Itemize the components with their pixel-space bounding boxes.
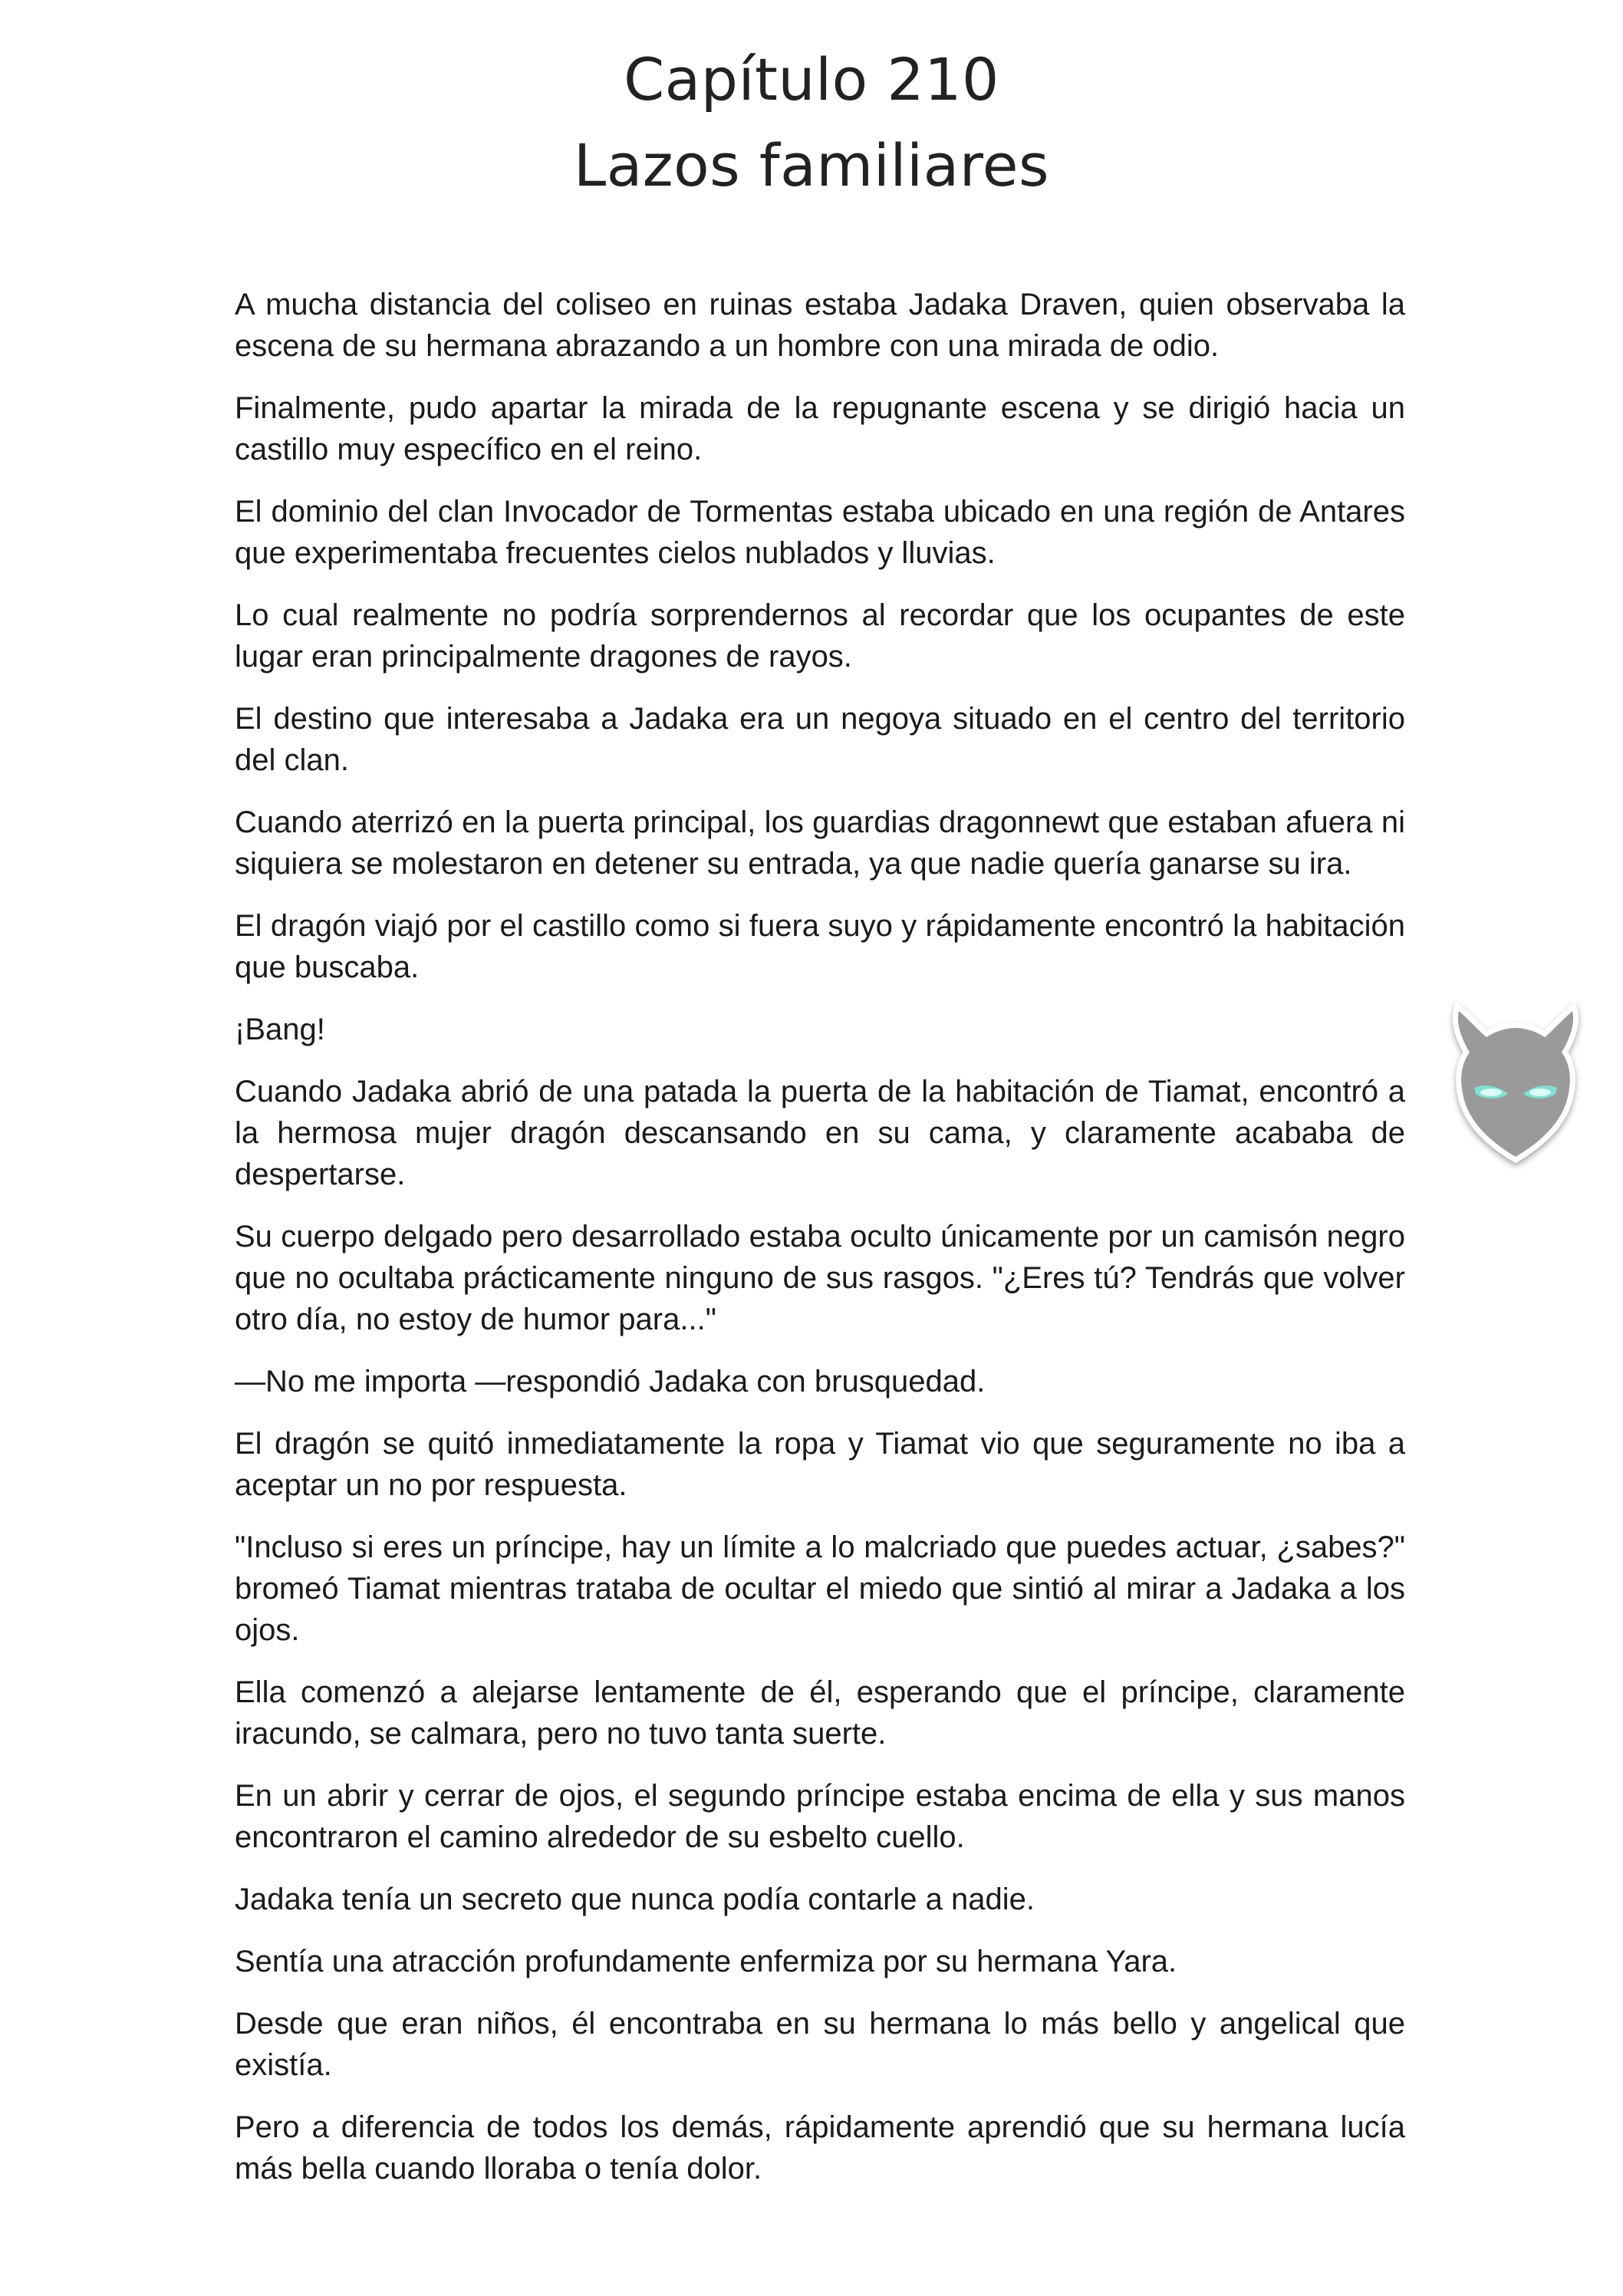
paragraph: Ella comenzó a alejarse lentamente de él, esperando que el príncipe, claramente iracundo, se calmara, pero no tuvo tanta suerte. [235,1675,1405,1751]
paragraph: Desde que eran niños, él encontraba en su hermana lo más bello y angelical que existía. [235,2007,1405,2082]
paragraph: Pero a diferencia de todos los demás, rápidamente aprendió que su hermana lucía más bella cuando lloraba o tenía dolor. [235,2110,1405,2186]
paragraph: A mucha distancia del coliseo en ruinas estaba Jadaka Draven, quien observaba la escena de su hermana abrazando a un hombre con una mirada de odio. [235,288,1405,363]
paragraph: En un abrir y cerrar de ojos, el segundo príncipe estaba encima de ella y sus manos encontraron el camino alrededor de su esbelto cuello. [235,1779,1405,1854]
paragraph: Cuando aterrizó en la puerta principal, los guardias dragonnewt que estaban afuera ni siquiera se molestaron en detener su entrada, ya que nadie quería ganarse su ira. [235,805,1405,881]
paragraph: ¡Bang! [235,1013,325,1046]
paragraph: El destino que interesaba a Jadaka era un negoya situado en el centro del territorio del clan. [235,702,1405,777]
chapter-number: Capítulo 210 [624,45,999,114]
paragraph: Sentía una atracción profundamente enfermiza por su hermana Yara. [235,1945,1177,1978]
demon-head-shape [1458,1011,1573,1157]
paragraph: El dragón viajó por el castillo como si fuera suyo y rápidamente encontró la habitación que buscaba. [235,909,1405,984]
paragraph: El dragón se quitó inmediatamente la ropa y Tiamat vio que seguramente no iba a aceptar un no por respuesta. [235,1427,1405,1502]
chapter-body [235,284,1405,2210]
chapter-title: Lazos familiares [573,131,1050,199]
paragraph: —No me importa —respondió Jadaka con brusquedad. [235,1365,986,1398]
paragraph: "Incluso si eres un príncipe, hay un límite a lo malcriado que puedes actuar, ¿sabes?" bromeó Tiamat mientras trataba de ocultar el miedo que sintió al mirar a Jadaka a los ojos. [235,1530,1405,1647]
chapter-heading [0,37,1623,209]
paragraph: Finalmente, pudo apartar la mirada de la repugnante escena y se dirigió hacia un castillo muy específico en el reino. [235,391,1405,466]
paragraph: El dominio del clan Invocador de Tormentas estaba ubicado en una región de Antares que experimentaba frecuentes cielos nublados y lluvias. [235,495,1405,570]
paragraph: Lo cual realmente no podría sorprendernos al recordar que los ocupantes de este lugar eran principalmente dragones de rayos. [235,598,1405,674]
paragraph: Jadaka tenía un secreto que nunca podía contarle a nadie. [235,1883,1035,1916]
paragraph: Su cuerpo delgado pero desarrollado estaba oculto únicamente por un camisón negro que no ocultaba prácticamente ninguno de sus rasgos. "¿Eres tú? Tendrás que volver otro día, no estoy de humor para..." [235,1220,1405,1336]
demon-head-icon-svg [1439,997,1592,1174]
demon-head-icon [1439,997,1592,1174]
paragraph: Cuando Jadaka abrió de una patada la puerta de la habitación de Tiamat, encontró a la hermosa mujer dragón descansando en su cama, y claramente acababa de despertarse. [235,1075,1405,1191]
